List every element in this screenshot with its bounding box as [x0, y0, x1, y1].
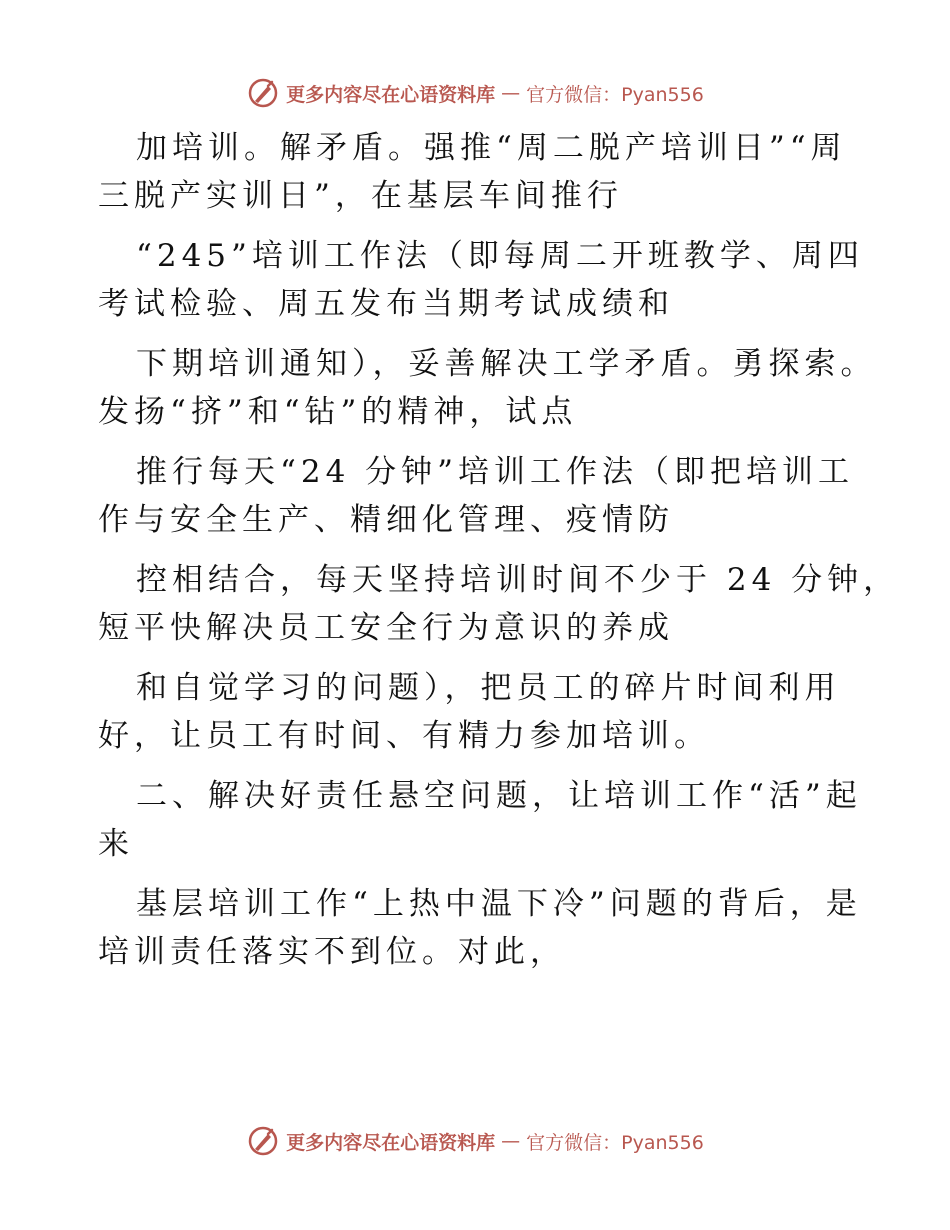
text-line: 基层培训工作“上热中温下冷”问题的背后，是	[136, 886, 862, 922]
pen-seal-icon	[246, 76, 280, 110]
text-line: 好，让员工有时间、有精力参加培训。	[98, 718, 710, 754]
section-heading-line: 二、解决好责任悬空问题，让培训工作“活”起	[136, 778, 862, 814]
text-line: 培训责任落实不到位。对此，	[98, 934, 566, 970]
watermark-wechat-text: 官方微信：Pyan556	[526, 83, 704, 106]
watermark-wechat-text: 官方微信：Pyan556	[526, 1131, 704, 1154]
watermark-main-text: 更多内容尽在心语资料库	[286, 1131, 496, 1154]
text-line: 作与安全生产、精细化管理、疫情防	[98, 502, 674, 538]
text-line: 考试检验、周五发布当期考试成绩和	[98, 286, 674, 322]
pen-seal-icon	[246, 1124, 280, 1158]
section-heading-line: 来	[98, 826, 134, 862]
footer-watermark	[0, 1124, 950, 1158]
header-watermark	[0, 76, 950, 110]
watermark-main-text: 更多内容尽在心语资料库	[286, 83, 496, 106]
text-line: 控相结合，每天坚持培训时间不少于 24 分钟，	[136, 562, 900, 598]
text-line: 推行每天“24 分钟”培训工作法（即把培训工	[136, 454, 854, 490]
text-line: 发扬“挤”和“钻”的精神，试点	[98, 394, 578, 430]
watermark-dash: —	[501, 1130, 521, 1152]
text-line: 和自觉学习的问题），把员工的碎片时间利用	[136, 670, 841, 706]
text-line: 短平快解决员工安全行为意识的养成	[98, 610, 674, 646]
text-line: “245”培训工作法（即每周二开班教学、周四	[136, 238, 864, 274]
text-line: 三脱产实训日”，在基层车间推行	[98, 178, 623, 214]
document-body	[98, 124, 900, 976]
text-line: 下期培训通知），妥善解决工学矛盾。勇探索。	[136, 346, 877, 382]
text-line: 加培训。解矛盾。强推“周二脱产培训日”“周	[136, 130, 847, 166]
watermark-dash: —	[501, 82, 521, 104]
